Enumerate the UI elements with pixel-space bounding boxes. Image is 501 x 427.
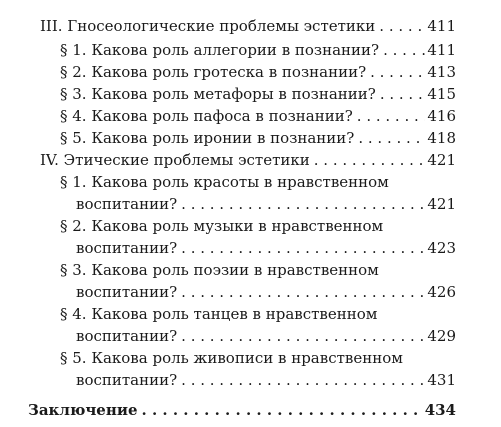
toc-entry-title: § 4. Какова роль танцев в нравственном <box>60 305 378 323</box>
toc-entry-part-4 <box>40 150 456 170</box>
toc-entry-title-continued: воспитании? <box>76 327 178 345</box>
toc-entry-title-continued: воспитании? <box>76 195 178 213</box>
toc-entry-part-3 <box>40 16 456 36</box>
leader-dots <box>358 128 425 148</box>
toc-entry-page: 421 <box>427 195 456 213</box>
toc-entry-part-4-section-2-line-1 <box>60 216 456 236</box>
toc-entry-title: § 1. Какова роль аллегории в познании? <box>60 41 380 59</box>
toc-entry-page: 415 <box>427 85 456 103</box>
leader-dots <box>181 370 425 390</box>
toc-entry-title: § 5. Какова роль живописи в нравственном <box>60 349 403 367</box>
toc-entry-page: 421 <box>427 151 456 169</box>
leader-dots <box>142 400 423 420</box>
toc-entry-part-4-section-5-line-2 <box>76 370 456 390</box>
toc-entry-part-4-section-3-line-1 <box>60 260 456 280</box>
toc-entry-title-continued: воспитании? <box>76 371 178 389</box>
toc-entry-page: 418 <box>427 129 456 147</box>
leader-dots <box>181 238 425 258</box>
toc-entry-page: 411 <box>427 17 456 35</box>
toc-entry-part-4-section-4-line-1 <box>60 304 456 324</box>
toc-entry-part-4-section-1-line-2 <box>76 194 456 214</box>
toc-entry-conclusion <box>28 400 456 420</box>
leader-dots <box>370 62 425 82</box>
toc-entry-title: § 2. Какова роль музыки в нравственном <box>60 217 384 235</box>
toc-entry-title: § 2. Какова роль гротеска в познании? <box>60 63 367 81</box>
leader-dots <box>181 194 425 214</box>
toc-entry-title: IV. Этические проблемы эстетики <box>40 151 310 169</box>
toc-entry-part-3-section-2 <box>60 62 456 82</box>
toc-entry-part-4-section-5-line-1 <box>60 348 456 368</box>
toc-entry-page: 429 <box>427 327 456 345</box>
leader-dots <box>379 16 425 36</box>
toc-entry-title: § 1. Какова роль красоты в нравственном <box>60 173 389 191</box>
toc-entry-part-4-section-3-line-2 <box>76 282 456 302</box>
leader-dots <box>383 40 425 60</box>
leader-dots <box>314 150 426 170</box>
toc-entry-title: § 4. Какова роль пафоса в познании? <box>60 107 353 125</box>
toc-entry-part-4-section-4-line-2 <box>76 326 456 346</box>
toc-entry-title: Заключение <box>28 401 138 419</box>
toc-entry-page: 426 <box>427 283 456 301</box>
leader-dots <box>181 326 425 346</box>
toc-entry-part-3-section-1 <box>60 40 456 60</box>
toc-entry-part-4-section-1-line-1 <box>60 172 456 192</box>
toc-entry-part-4-section-2-line-2 <box>76 238 456 258</box>
toc-entry-title: § 3. Какова роль поэзии в нравственном <box>60 261 379 279</box>
toc-entry-title: § 3. Какова роль метафоры в познании? <box>60 85 376 103</box>
toc-entry-title: § 5. Какова роль иронии в познании? <box>60 129 355 147</box>
toc-entry-title-continued: воспитании? <box>76 239 178 257</box>
toc-entry-part-3-section-4 <box>60 106 456 126</box>
toc-entry-part-3-section-3 <box>60 84 456 104</box>
toc-entry-title-continued: воспитании? <box>76 283 178 301</box>
toc-entry-page: 434 <box>424 401 456 419</box>
toc-entry-page: 431 <box>427 371 456 389</box>
leader-dots <box>181 282 425 302</box>
toc-entry-title: III. Гносеологические проблемы эстетики <box>40 17 376 35</box>
toc-entry-page: 423 <box>427 239 456 257</box>
toc-entry-page: 416 <box>427 107 456 125</box>
leader-dots <box>357 106 426 126</box>
leader-dots <box>380 84 426 104</box>
toc-entry-page: 411 <box>427 41 456 59</box>
toc-entry-part-3-section-5 <box>60 128 456 148</box>
toc-entry-page: 413 <box>427 63 456 81</box>
